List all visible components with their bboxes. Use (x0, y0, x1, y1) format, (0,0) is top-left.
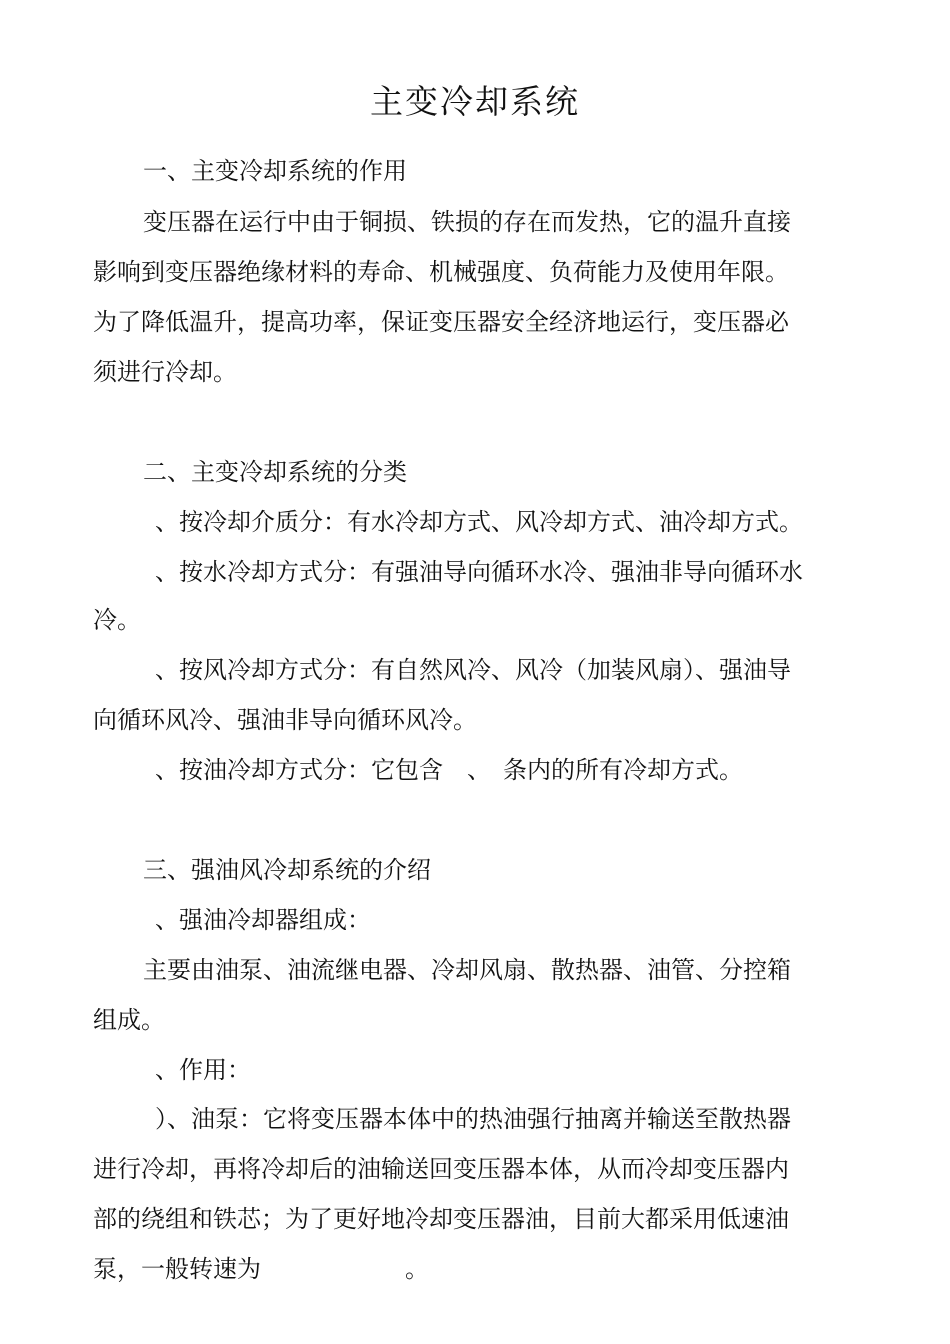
document-title: 主变冷却系统 (370, 82, 580, 121)
section1-para-line: 影响到变压器绝缘材料的寿命、机械强度、负荷能力及使用年限。 (93, 258, 789, 286)
section1-heading: 一、主变冷却系统的作用 (143, 157, 407, 185)
section3-item-2-line: 泵，一般转速为 。 (93, 1255, 429, 1283)
section3-item-1-line: 主要由油泵、油流继电器、冷却风扇、散热器、油管、分控箱 (143, 956, 791, 984)
section2-item-4: 、按油冷却方式分：它包含 、 条内的所有冷却方式。 (155, 756, 743, 784)
section3-item-2-line: 部的绕组和铁芯；为了更好地冷却变压器油，目前大都采用低速油 (93, 1205, 789, 1233)
section3-item-1-line: 组成。 (93, 1006, 165, 1034)
section3-item-1-label: 、强油冷却器组成： (155, 906, 371, 934)
section2-item-1: 、按冷却介质分：有水冷却方式、风冷却方式、油冷却方式。 (155, 508, 803, 536)
section3-heading: 三、强油风冷却系统的介绍 (143, 856, 431, 884)
section1-para-line: 须进行冷却。 (93, 358, 237, 386)
section2-item-3-line: 向循环风冷、强油非导向循环风冷。 (93, 706, 477, 734)
section2-item-2-line: 、按水冷却方式分：有强油导向循环水冷、强油非导向循环水 (155, 558, 803, 586)
section2-item-2-line: 冷。 (93, 606, 141, 634)
section3-item-2-label: 、作用： (155, 1056, 251, 1084)
section3-item-2-line: 进行冷却，再将冷却后的油输送回变压器本体，从而冷却变压器内 (93, 1155, 789, 1183)
section2-item-3-line: 、按风冷却方式分：有自然风冷、风冷（加装风扇）、强油导 (155, 656, 791, 684)
section2-heading: 二、主变冷却系统的分类 (143, 458, 407, 486)
section3-item-2-line: ）、油泵：它将变压器本体中的热油强行抽离并输送至散热器 (155, 1105, 791, 1133)
section1-para-line: 为了降低温升，提高功率，保证变压器安全经济地运行，变压器必 (93, 308, 789, 336)
section1-para-line: 变压器在运行中由于铜损、铁损的存在而发热，它的温升直接 (143, 208, 791, 236)
